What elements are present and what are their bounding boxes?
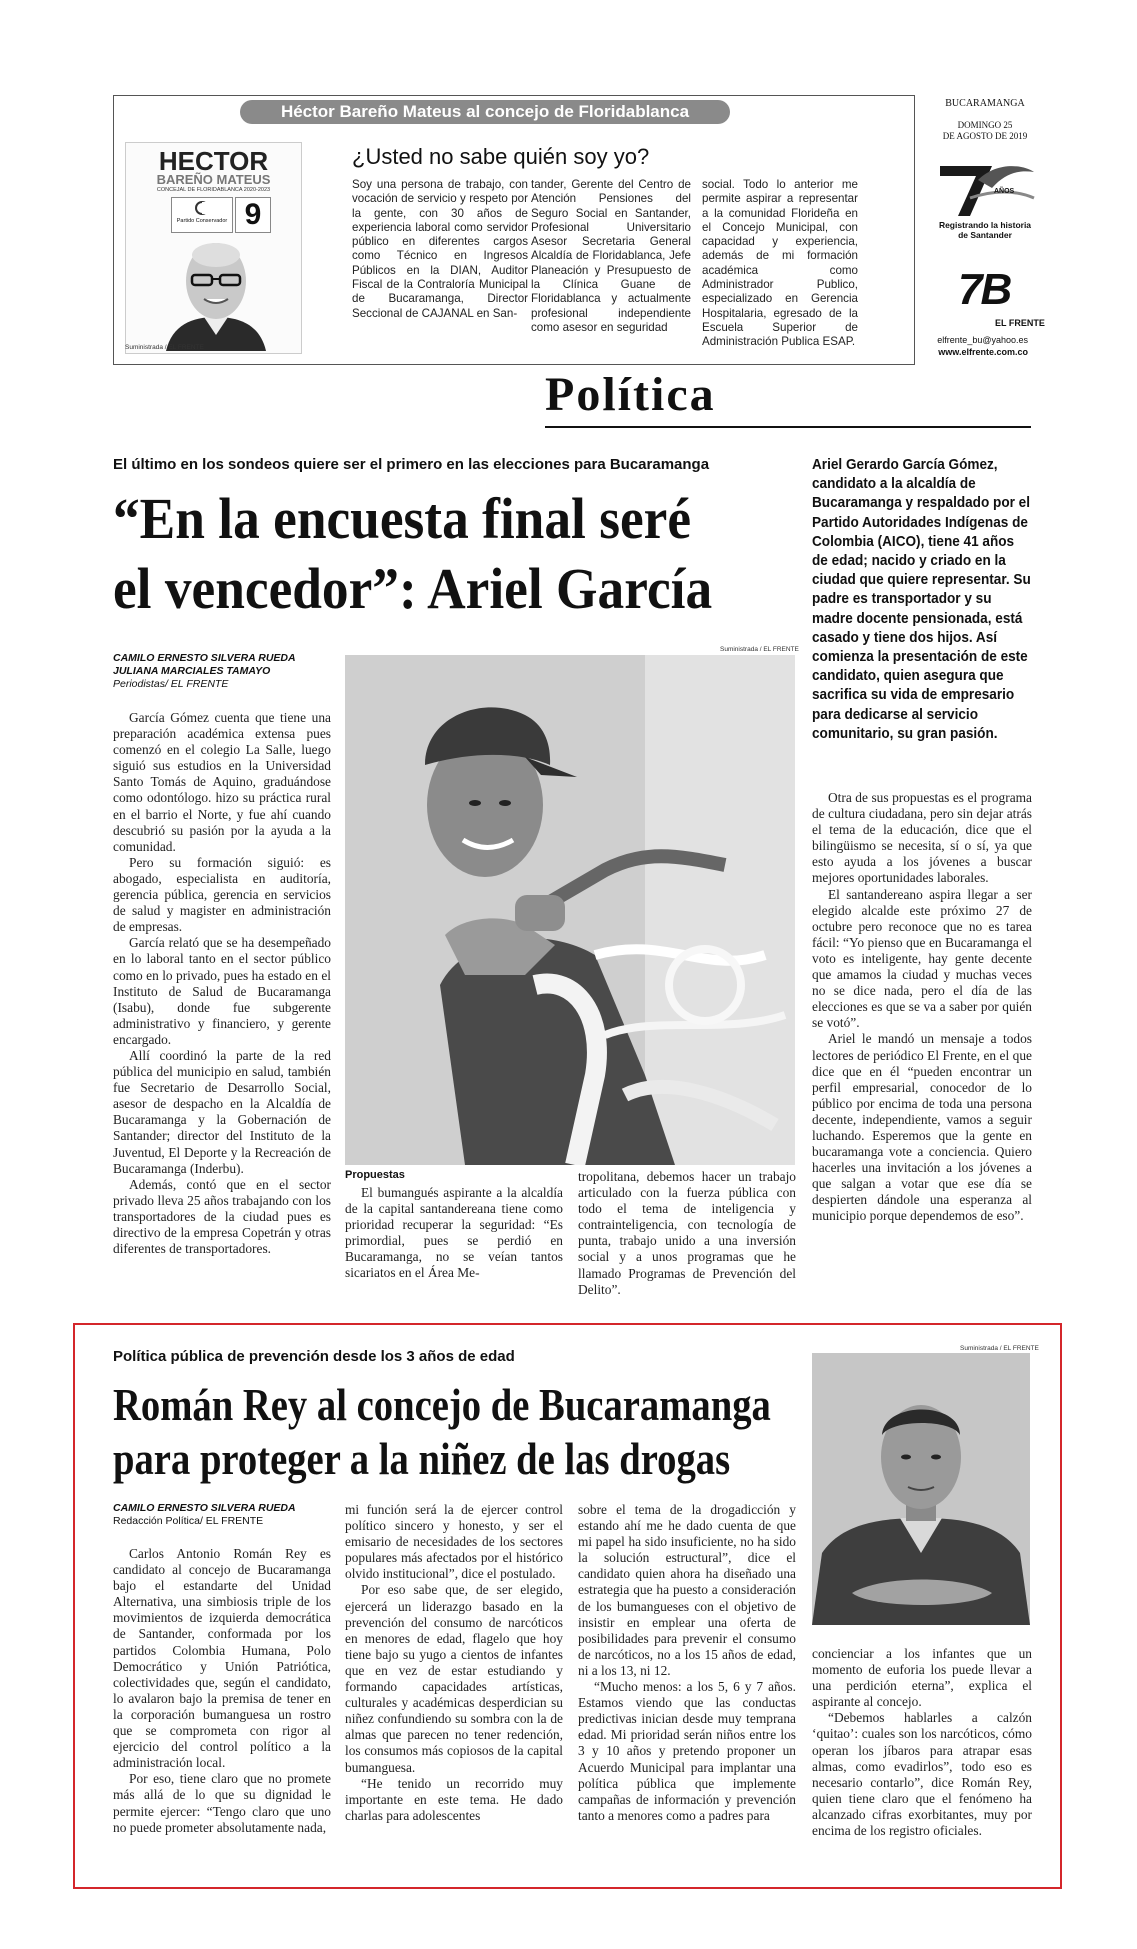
- paragraph: mi función será la de ejercer control político sincero y honesto, y ser el emisario de necesidades de los sectores populares más afectados por el histórico olvido institucional”, dice el postulado.: [345, 1502, 563, 1582]
- date-line-2: DE AGOSTO DE 2019: [942, 131, 1028, 141]
- paragraph: El santandereano aspira llegar a ser elegido alcalde este próximo 27 de octubre pero reconoce que no es tarea fácil: “Yo pienso que en Bucaramanga el voto es inteligente, hay gente decente que amamos la ciudad y muchas veces no se dice nada, pero el día de las elecciones es que se va a saber por quién se votó”.: [812, 886, 1032, 1031]
- paragraph: “He tenido un recorrido muy importante en este tema. He dado charlas para adolescentes: [345, 1775, 563, 1823]
- paragraph: Por eso sabe que, de ser elegido, ejercerá un liderazgo basado en la prevención del consumo de narcóticos en menores de edad, flagelo que hoy tiene bajo su yugo a cientos de infantes que en vez de estar estudiando y formando capacidades artísticas, culturales y académicas desperdician su niñez confundiendo su sombra con la de almas que parecen no tener redención, los consumos más copiosos de la capital bumanguesa.: [345, 1582, 563, 1775]
- article1-column-4: [812, 790, 1032, 1225]
- paragraph: El bumangués aspirante a la alcaldía de la capital santandereana tiene como prioridad recuperar la seguridad: “Es primordial, pues se perdió en Bucaramanga, no se veían tantos sicariatos en el Área Me-: [345, 1185, 563, 1281]
- section-title: Política: [545, 368, 716, 421]
- tagline-line-1: Registrando la historia: [938, 220, 1032, 230]
- ad-column-3: social. Todo lo anterior me permite aspirar a representar a la comunidad Florideña en el Concejo Municipal, con capacidad y experiencia, además de mi formación académica como Administrador Publico, especializado en Gerencia Hospitalaria, egresado de la Escuela Superior de Administración Publica ESAP.: [702, 178, 858, 349]
- anniversary-tagline: [930, 220, 1040, 240]
- byline-role: Periodistas/ EL FRENTE: [113, 678, 229, 690]
- ad-title: ¿Usted no sabe quién soy yo?: [352, 144, 650, 169]
- paragraph: sobre el tema de la drogadicción y estando ahí me he dado cuenta de que mi papel ha sido insuficiente, no ha sido la solución estructural”, dice el candidato quien ahora ha diseñado una estrategia que ha puesto a consideración de los bumangueses con el objetivo de insistir en emplear una oferta de posibilidades para prevenir el consumo de narcóticos, no a los 15 años de edad, ni a los 13, ni 12.: [578, 1502, 796, 1678]
- paragraph: concienciar a los infantes que un momento de euforia los puede llevar a una perdición eterna”, explica el aspirante al concejo.: [812, 1646, 1032, 1710]
- tagline-line-2: de Santander: [958, 230, 1012, 240]
- paragraph: “Mucho menos: a los 5, 6 y 7 años. Estamos viendo que las conductas predictivas inician desde muy temprana edad. Mi prioridad serán niños entre los 3 y 10 años y pretendo proponer un Acuerdo Municipal para implantar una política pública que implemente campañas de información y prevención tanto a menores como a padres para: [578, 1679, 796, 1823]
- paragraph: Por eso, tiene claro que no promete más allá de lo que su dignidad le permite ejercer: “Tengo claro que uno no puede prometer absolutamente nada,: [113, 1771, 331, 1835]
- article2-kicker: Política pública de prevención desde los 3 años de edad: [113, 1348, 515, 1365]
- party-name: Partido Conservador: [176, 218, 228, 224]
- section-rule: [545, 426, 1031, 428]
- headline-line-1: “En la encuesta final seré: [113, 486, 692, 551]
- article1-photo: [345, 655, 795, 1165]
- byline-role: Redacción Política/ EL FRENTE: [113, 1515, 264, 1527]
- article2-byline: [113, 1502, 296, 1528]
- paragraph: Carlos Antonio Román Rey es candidato al concejo de Bucaramanga bajo el estandarte del Unidad Alternativa, una simbiosis triple de los movimientos de izquierda democrática de Santander, conformada por los partidos Colombia Humana, Polo Democrático y Unión Patriótica, colectividades que, según el candidato, lo avalaron bajo la premisa de tener en la corporación bumanguesa un rostro que se comprometa con rigor al ejercicio del control político a la administración local.: [113, 1546, 331, 1771]
- paragraph: Allí coordinó la parte de la red pública del municipio en salud, también fue Secretario de Desarrollo Social, asesor de despacho en la Alcaldía de Bucaramanga y la Gobernación de Santander; director del Instituto de la Juventud, El Deporte y la Recreación de Bucaramanga (Inderbu).: [113, 1047, 331, 1176]
- ad-photo-credit: Suministrada / EL FRENTE: [125, 344, 204, 351]
- paragraph: “Debemos hablarles a calzón ‘quitao’: cuales son los narcóticos, cómo operan los jíbaros para atrapar esas almas, como evadirlos”, todo eso es necesario contarlo”, dice Román Rey, quien tiene claro que el fenómeno ha alcanzado cifras exorbitantes, muy por encima de los registro oficiales.: [812, 1710, 1032, 1839]
- candidate-poster: [125, 142, 302, 354]
- ad-banner: Héctor Bareño Mateus al concejo de Floridablanca: [240, 100, 730, 124]
- article1-headline: [113, 484, 748, 624]
- article2-headline: [113, 1378, 771, 1486]
- article2-column-1: [113, 1546, 331, 1836]
- article1-kicker: El último en los sondeos quiere ser el primero en las elecciones para Bucaramanga: [113, 456, 710, 473]
- paragraph: Otra de sus propuestas es el programa de cultura ciudadana, pero sin dejar atrás el tema de la educación, dice que el bilingüismo se necesita, sí o sí, ya que esto ayuda a los jóvenes a buscar mejores oportunidades laborales.: [812, 790, 1032, 886]
- poster-name: HECTOR: [158, 146, 269, 176]
- paragraph: Además, contó que en el sector privado lleva 25 años trabajando con los transportadores de la ciudad pues es directivo de la empresa Copetrán y otras diferentes de transportadores.: [113, 1176, 331, 1257]
- article1-lead: Ariel Gerardo García Gómez, candidato a la alcaldía de Bucaramanga y respaldado por el Partido Autoridades Indígenas de Colombia (AICO), tiene 41 años de edad; nacido y criado en la ciudad que quiere representar. Su padre es transportador y su madre docente pensionada, está casado y tiene dos hijos. Así comienza la presentación de este candidato, quien asegura que sacrifica su vida de empresario para dedicarse al servicio comunitario, su gran pasión.: [812, 457, 1031, 742]
- article2-column-4: [812, 1646, 1032, 1839]
- ad-column-2: tander, Gerente del Centro de Atención Pensiones del Seguro Social en Santander, Profesional Universitario Asesor Secretaria General Alcaldía de Floridablanca, Jefe Planeación y Presupuesto de la Clínica Guane de Floridablanca y actualmente profesional independiente como asesor en seguridad: [531, 178, 691, 334]
- byline-author-1: CAMILO ERNESTO SILVERA RUEDA: [113, 652, 296, 664]
- article1-photo-credit: Suministrada / EL FRENTE: [720, 646, 799, 653]
- poster-subtitle: CONCEJAL DE FLORIDABLANCA 2020-2023: [156, 187, 271, 193]
- article2-photo: [812, 1353, 1030, 1625]
- ballot-number: 9: [235, 197, 271, 233]
- ad-column-1: Soy una persona de trabajo, con vocación de servicio y respeto por la gente, con 30 años de experiencia laboral como servidor público en diferentes cargos como Técnico en Ingresos Públicos en la DIAN, Auditor Fiscal de la Contraloría Municipal de Bucaramanga, Director Seccional de CAJANAL en San-: [352, 178, 528, 320]
- party-logo: [171, 197, 233, 233]
- paragraph: García Gómez cuenta que tiene una preparación académica extensa pues comenzó en el colegio La Salle, luego siguió sus estudios en la Universidad Santo Tomás de Aquino, graduándose como odontólogo. hizo su práctica rural en el barrio el Norte, y fue ahí cuando descubrió su pasión por la ayuda a la comunidad.: [113, 710, 331, 854]
- headline-line-1: Román Rey al concejo de Bucaramanga: [113, 1379, 771, 1430]
- article1-column-2: [345, 1185, 563, 1282]
- headline-line-2: el vencedor”: Ariel García: [113, 556, 713, 621]
- article1-column-3: [578, 1169, 796, 1298]
- article2-column-3: [578, 1502, 796, 1824]
- paragraph: García relató que se ha desempeñado en lo laboral tanto en el sector público como en lo privado, pues ha estado en el Instituto de Salud de Bucaramanga (Isabu), donde fue subgerente administrativo y financiero, y gerente encargado.: [113, 935, 331, 1047]
- paragraph: Pero su formación siguió: es abogado, especialista en auditoría, gerencia pública, gerencia en servicios de salud y magister en administración de empresas.: [113, 854, 331, 935]
- article1-column-1: [113, 710, 331, 1257]
- byline-author: CAMILO ERNESTO SILVERA RUEDA: [113, 1502, 296, 1514]
- date-line-1: DOMINGO 25: [957, 120, 1013, 130]
- headline-line-2: para proteger a la niñez de las drogas: [113, 1433, 731, 1484]
- contact-email: elfrente_bu@yahoo.es: [937, 335, 1028, 345]
- contact-website: www.elfrente.com.co: [938, 347, 1028, 357]
- poster-surname: BAREÑO MATEUS: [156, 172, 271, 187]
- paper-name: EL FRENTE: [995, 318, 1045, 328]
- byline-author-2: JULIANA MARCIALES TAMAYO: [113, 665, 271, 677]
- article2-column-2: [345, 1502, 563, 1824]
- paragraph: Ariel le mandó un mensaje a todos lectores de periódico El Frente, en el que dice que en él “pueden encontrar un perfil empresarial, conocedor de lo público por encima de toda una persona decente, independiente, vamos a seguir luchando. Esperemos que la gente en bucaramanga vote a conciencia. Quiero hacerles una invitación a los jóvenes a que salgan a votar que ese día se despierten dándole una esperanza al municipio porque dependemos de eso”.: [812, 1031, 1032, 1224]
- masthead-city: BUCARAMANGA: [945, 98, 1025, 109]
- paragraph: tropolitana, debemos hacer un trabajo articulado con la fuerza pública con todo el tema de inteligencia y contrainteligencia, con tecnología de punta, trabajo unido a una inversión social y a unos programas que he llamado Programas de Prevención del Delito”.: [578, 1169, 796, 1297]
- article2-photo-credit: Suministrada / EL FRENTE: [960, 1345, 1039, 1352]
- article1-subhead: Propuestas: [345, 1169, 405, 1181]
- anniversary-logo: [930, 158, 1040, 254]
- anniversary-years-label: AÑOS: [994, 188, 1015, 195]
- masthead-date: [920, 120, 1050, 142]
- page-number: 7B: [958, 265, 1011, 314]
- candidate-portrait: [166, 235, 266, 351]
- article1-byline: [113, 652, 296, 691]
